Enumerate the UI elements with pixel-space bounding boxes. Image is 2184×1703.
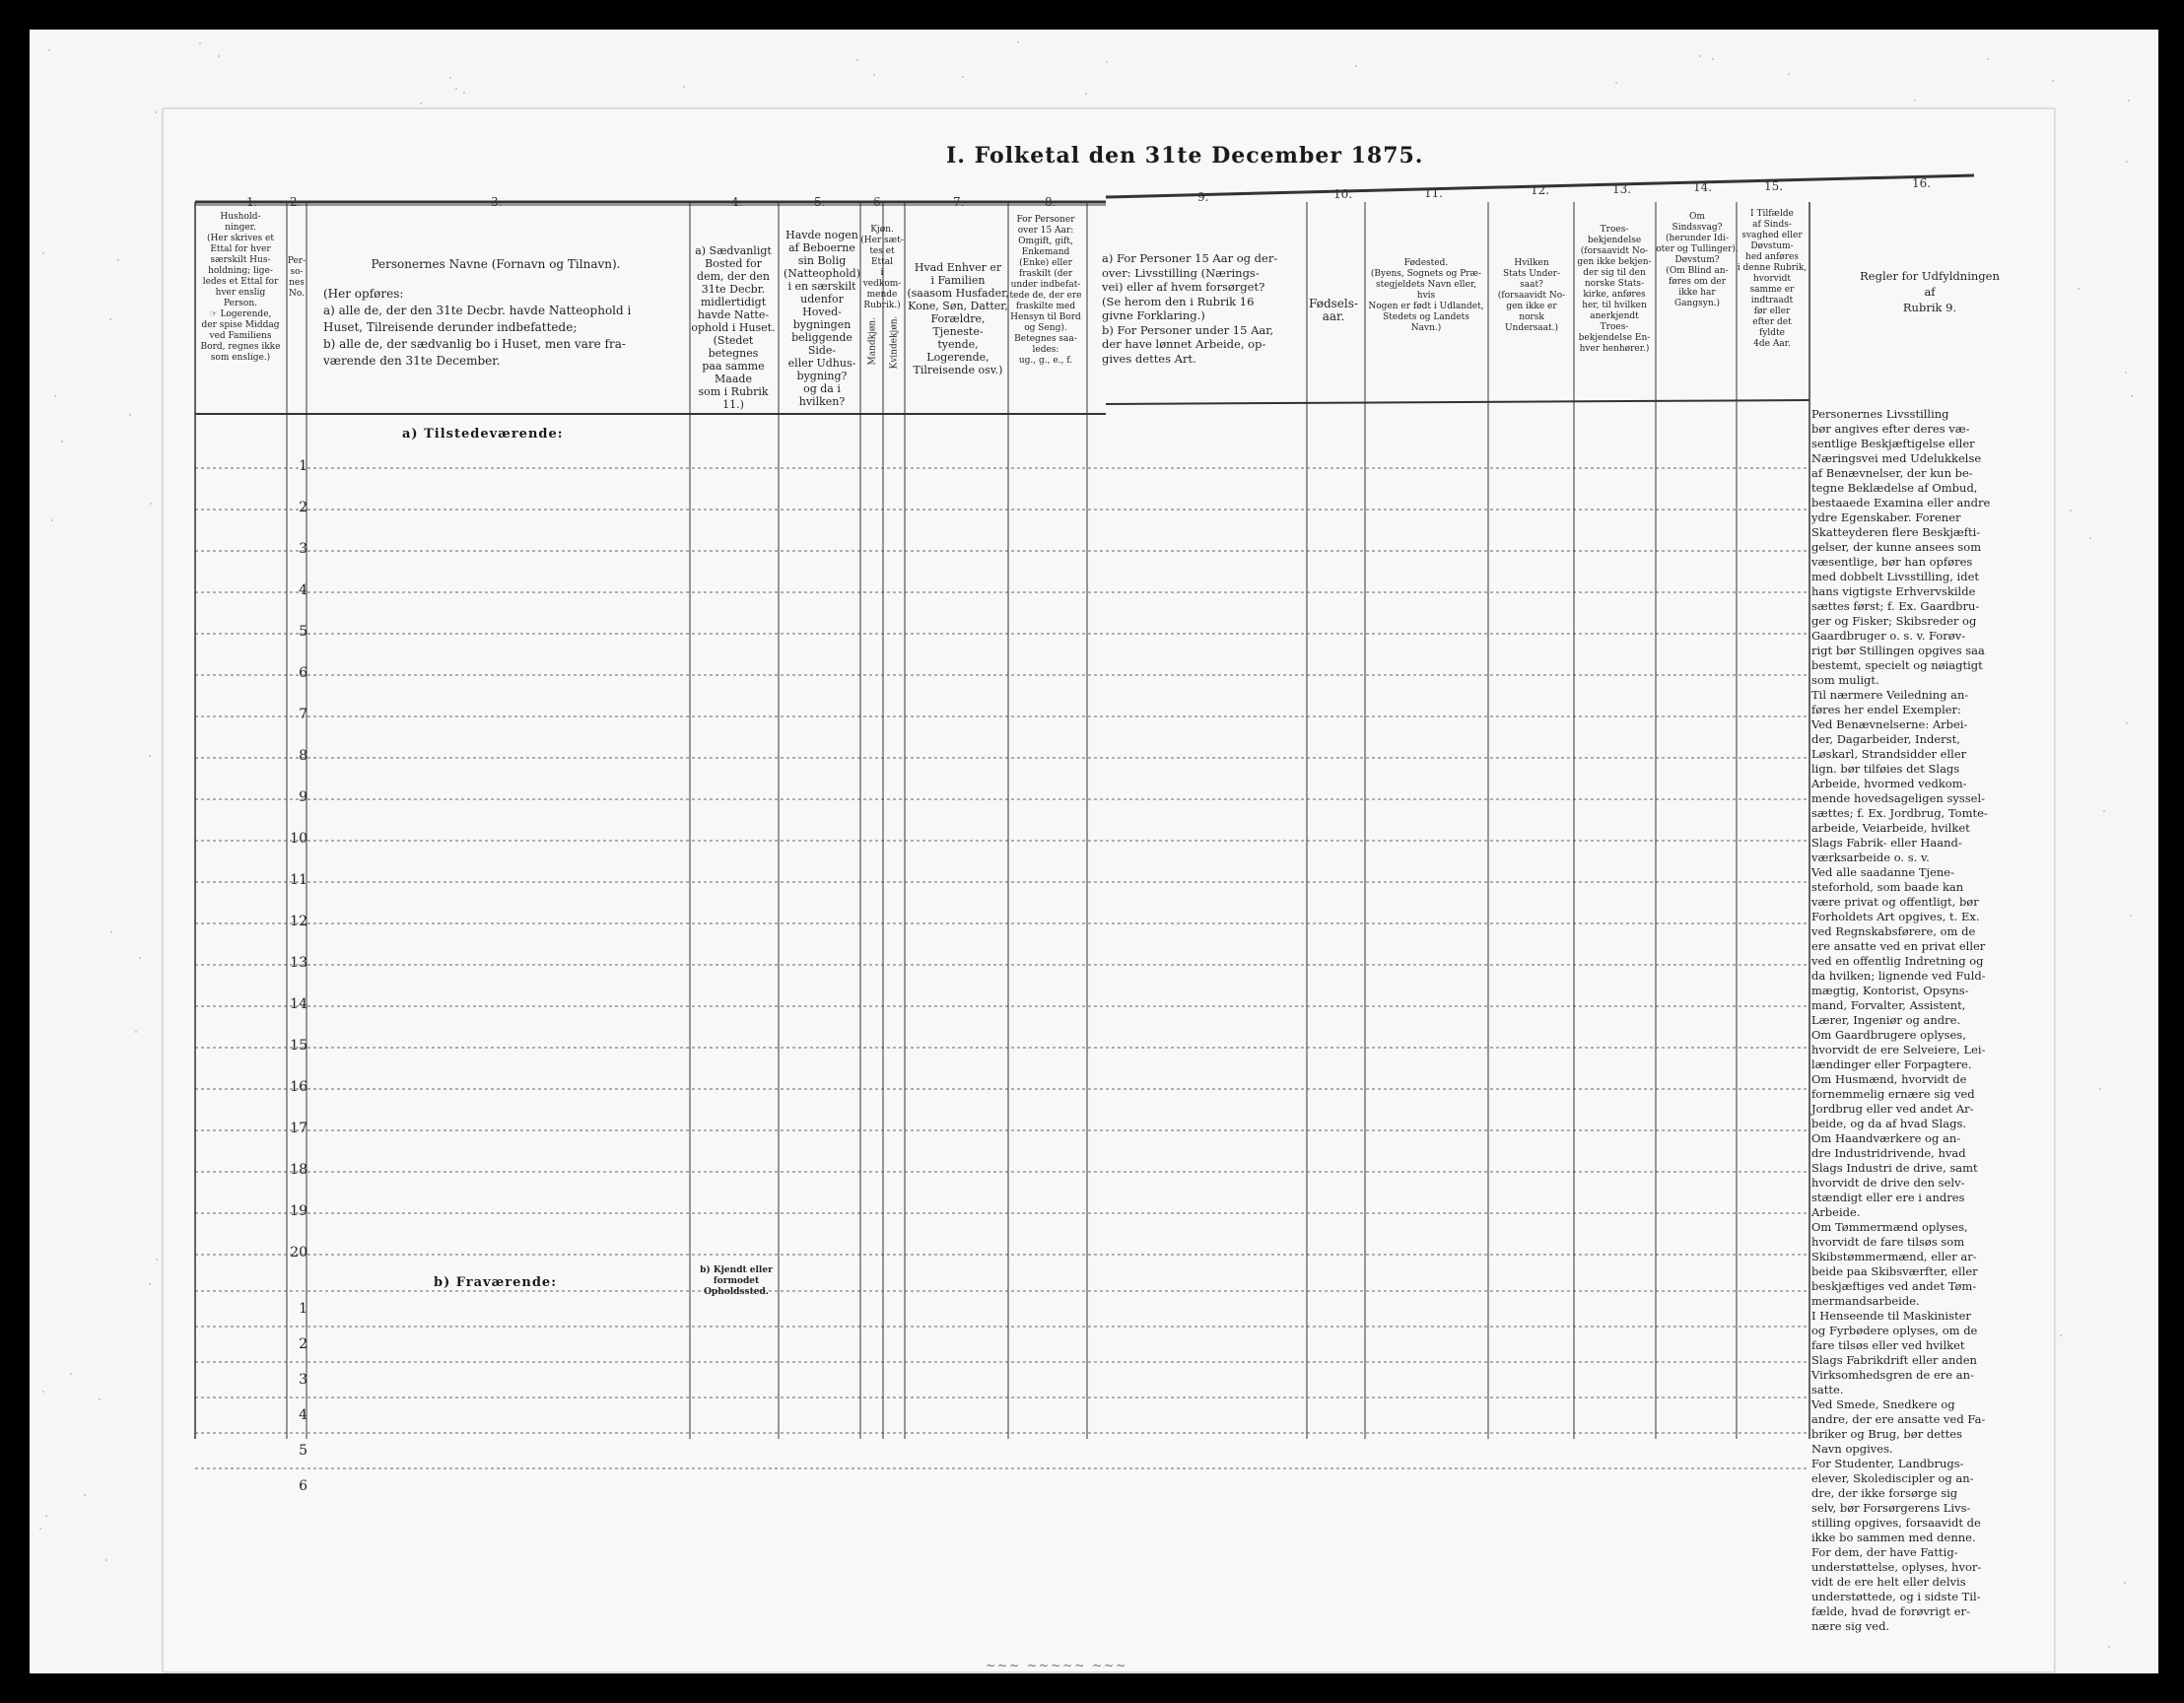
- header-citizenship: Hvilken Stats Under- saat? (forsaavidt No- gen ikke er norsk Undersaat.): [1497, 258, 1566, 333]
- column-number: 13.: [1612, 181, 1632, 196]
- header-sex-male: Mandkjøn.: [867, 317, 878, 366]
- present-row-number: 15: [290, 1038, 307, 1054]
- present-row-number: 2: [299, 500, 307, 515]
- column-number: 15.: [1764, 178, 1784, 193]
- column-number: 7.: [953, 195, 965, 209]
- present-row-number: 12: [290, 914, 307, 929]
- form-title: I. Folketal den 31te December 1875.: [946, 143, 1424, 169]
- column-number: 1.: [246, 195, 258, 209]
- header-sex-female: Kvindekjøn.: [889, 315, 900, 370]
- header-rules-rubric-9: Regler for Udfyldningen af Rubrik 9.: [1860, 269, 2000, 314]
- header-marital-status: For Personer over 15 Aar: Omgift, gift, Enkemand (Enke) eller fraskilt (der under indbefat- tede de, der ere fraskilte med Hensyn til Bord og Seng). Betegnes saa- ledes: ug., g., e., f.: [1009, 215, 1082, 366]
- column-number: 16.: [1912, 175, 1932, 190]
- absent-row-number: 2: [299, 1336, 307, 1352]
- present-row-number: 11: [290, 872, 307, 888]
- header-names-title: Personernes Navne (Fornavn og Tilnavn).: [371, 257, 621, 271]
- column-number: 14.: [1693, 180, 1713, 195]
- present-row-number: 13: [290, 955, 307, 971]
- header-bottom-rule-right: [1106, 400, 1809, 404]
- absent-row-number: 5: [299, 1443, 307, 1459]
- present-row-number: 20: [290, 1245, 307, 1260]
- present-row-number: 5: [299, 624, 307, 640]
- header-disability-onset: I Tilfælde af Sinds- svaghed eller Døvstum- hed anføres i denne Rubrik, hvorvidt samme er indtraadt før eller efter det fyldte 4de Aar.: [1737, 209, 1808, 349]
- present-row-number: 1: [299, 458, 307, 474]
- column-number: 11.: [1424, 185, 1444, 200]
- absent-row-number: 6: [299, 1478, 307, 1494]
- present-row-number: 4: [299, 582, 307, 598]
- column-number: 8.: [1045, 195, 1057, 209]
- absent-row-number: 4: [299, 1407, 307, 1423]
- column-number: 9.: [1197, 190, 1209, 205]
- present-row-number: 8: [299, 748, 307, 764]
- header-separate-building: Havde nogen af Beboerne sin Bolig (Natteophold) i en særskilt udenfor Hoved- bygningen beliggende Side- eller Udhus- bygning? og da i hvilken?: [783, 229, 861, 408]
- present-row-number: 18: [290, 1162, 307, 1178]
- present-row-number: 9: [299, 789, 307, 805]
- column-number: 3.: [491, 195, 503, 209]
- column-number: 4.: [731, 195, 743, 209]
- header-usual-residence: a) Sædvanligt Bosted for dem, der den 31te Decbr. midlertidigt havde Natte- ophold i Huset. (Stedet betegnes paa samme Maade som i Rubrik 11.): [691, 244, 776, 411]
- header-households: Hushold- ninger. (Her skrives et Ettal for hver særskilt Hus- holdning; lige- ledes et Ettal for hver enslig Person. ☞ Logerende, der spise Middag ved Familiens Bord, regnes ikke som enslige.): [200, 212, 281, 363]
- header-birth-year: Fødsels- aar.: [1309, 297, 1358, 323]
- present-row-number: 6: [299, 665, 307, 681]
- header-sex: Kjøn. (Her sæt- tes et Ettal i vedkom- mende Rubrik.): [860, 225, 904, 310]
- header-occupation: a) For Personer 15 Aar og der- over: Livsstilling (Nærings- vei) eller af hvem forsørget? (Se herom den i Rubrik 16 givne Forklaring.) b) For Personer under 15 Aar, der have lønnet Arbeide, op- gives dettes Art.: [1102, 251, 1278, 366]
- header-birthplace: Fødested. (Byens, Sognets og Præ- stegjeldets Navn eller, hvis Nogen er født i Udlandet, Stedets og Landets Navn.): [1368, 258, 1484, 333]
- header-names-body: (Her opføres: a) alle de, der den 31te Decbr. havde Natteophold i Huset, Tilreisende derunder indbefattede; b) alle de, der sædvanlig bo i Huset, men vare fra- værende den 31te December.: [323, 287, 632, 368]
- present-row-number: 16: [290, 1079, 307, 1095]
- section-absent-known-residence: b) Kjendt eller formodet Opholdssted.: [700, 1265, 773, 1297]
- column-number: 10.: [1333, 187, 1353, 202]
- present-row-number: 14: [290, 996, 307, 1012]
- section-present: a) Tilstedeværende:: [402, 427, 564, 442]
- header-family-role: Hvad Enhver er i Familien (saasom Husfader, Kone, Søn, Datter, Forældre, Tjeneste- tyende, Logerende, Tilreisende osv.): [907, 261, 1009, 376]
- present-row-number: 7: [299, 707, 307, 722]
- section-absent: b) Fraværende:: [434, 1275, 558, 1290]
- column-number: 2.: [290, 195, 302, 209]
- absent-row-number: 1: [299, 1301, 307, 1317]
- header-person-number: Per- so- nes No.: [287, 256, 307, 299]
- present-row-number: 17: [290, 1121, 307, 1136]
- present-row-number: 19: [290, 1203, 307, 1219]
- header-religion: Troes- bekjendelse (forsaavidt No- gen ikke bekjen- der sig til den norske Stats- kirke, anføres her, til hvilken anerkjendt Troes- bekjendelse En- hver henhører.): [1577, 225, 1652, 354]
- header-disability: Om Sindssvag? (herunder Idi- oter og Tullinger). Døvstum? (Om Blind an- føres om der ikke har Gangsyn.): [1656, 212, 1739, 308]
- column-number: 12.: [1531, 183, 1550, 198]
- present-row-number: 10: [290, 831, 307, 847]
- rules-text-rubric-9: Personernes Livsstilling bør angives efter deres væ- sentlige Beskjæftigelse eller Næringsvei med Udelukkelse af Benævnelser, der kun be- tegne Beklædelse af Ombud, bestaaede Examina eller andre ydre Egenskaber. Forener Skatteyderen flere Beskjæfti- gelser, der kunne ansees som væsentlige, bør han opføres med dobbelt Livsstilling, idet hans vigtigste Erhvervskilde sættes først; f. Ex. Gaardbru- ger og Fisker; Skibsreder og Gaardbruger o. s. v. Forøv- rigt bør Stillingen opgives saa bestemt, specielt og nøiagtigt som muligt. Til nærmere Veiledning an- føres her endel Exempler: Ved Benævnelserne: Arbei- der, Dagarbeider, Inderst, Løskarl, Strandsidder eller lign. bør tilføies det Slags Arbeide, hvormed vedkom- mende hovedsageligen syssel- sættes; f. Ex. Jordbrug, Tomte- arbeide, Veiarbeide, hvilket Slags Fabrik- eller Haand- værksarbeide o. s. v. Ved alle saadanne Tjene- steforhold, som baade kan være privat og offentligt, bør Forholdets Art opgives, t. Ex. ved Regnskabsførere, om de ere ansatte ved en privat eller ved en offentlig Indretning og da hvilken; lignende ved Fuld- mægtig, Kontorist, Opsyns- mand, Forvalter, Assistent, Lærer, Ingeniør og andre. Om Gaardbrugere oplyses, hvorvidt de ere Selveiere, Lei- lændinger eller Forpagtere. Om Husmænd, hvorvidt de fornemmelig ernære sig ved Jordbrug eller ved andet Ar- beide, og da af hvad Slags. Om Haandværkere og an- dre Industridrivende, hvad Slags Industri de drive, samt hvorvidt de drive den selv- stændigt eller ere i andres Arbeide. Om Tømmermænd oplyses, hvorvidt de fare tilsøs som Skibstømmermænd, eller ar- beide paa Skibsværfter, eller beskjæftiges ved andet Tøm- mermandsarbeide. I Henseende til Maskinister og Fyrbødere oplyses, om de fare tilsøs eller ved hvilket Slags Fabrikdrift eller anden Virksomhedsgren de ere an- satte. Ved Smede, Snedkere og andre, der ere ansatte ved Fa- briker og Brug, bør dettes Navn opgives. For Studenter, Landbrugs- elever, Skolediscipler og an- dre, der ikke forsørge sig selv, bør Forsørgerens Livs- stilling opgives, forsaavidt de ikke bo sammen med denne. For dem, der have Fattig- understøttelse, oplyses, hvor- vidt de ere helt eller delvis understøttede, og i sidste Til- fælde, hvad de forøvrigt er- nære sig ved.: [1811, 407, 1991, 1633]
- present-row-number: 3: [299, 541, 307, 557]
- absent-row-number: 3: [299, 1372, 307, 1388]
- bottom-scan-mark: ~~~ ~~~~~ ~~~: [986, 1659, 1128, 1672]
- column-number: 5.: [814, 195, 826, 209]
- column-number: 6.: [873, 195, 885, 209]
